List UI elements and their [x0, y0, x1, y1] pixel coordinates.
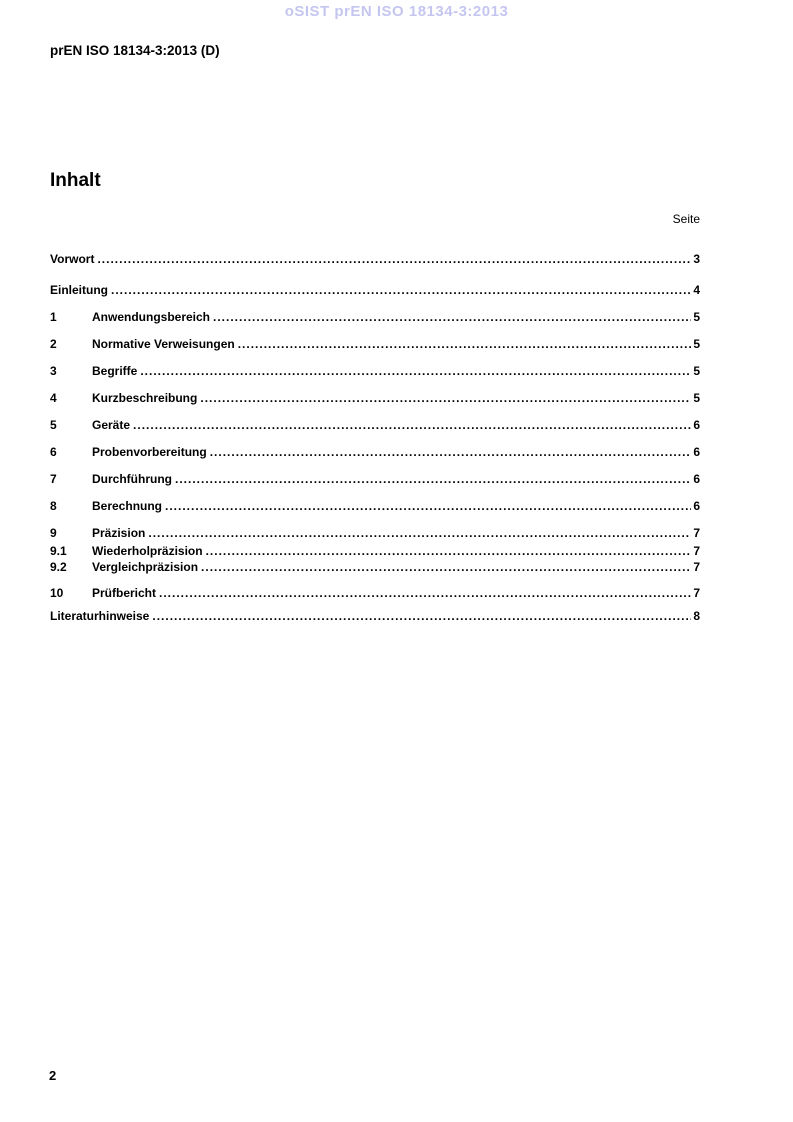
toc-entry-number: 9.2	[50, 560, 67, 574]
toc-entry-9-2[interactable]	[50, 560, 700, 575]
dot-leader	[152, 609, 691, 624]
toc-entry-label: Berechnung	[92, 499, 163, 513]
toc-entry-number: 2	[50, 337, 57, 351]
toc-entry-page: 8	[693, 609, 700, 623]
toc-entry-8[interactable]	[50, 499, 700, 514]
toc-entry-number: 9	[50, 526, 57, 540]
toc-entry-label: Vorwort	[50, 252, 95, 266]
toc-entry-number: 7	[50, 472, 57, 486]
toc-entry-9[interactable]	[50, 526, 700, 541]
toc-entry-7[interactable]	[50, 472, 700, 487]
toc-entry-number: 6	[50, 445, 57, 459]
toc-entry-label: Präzision	[92, 526, 146, 540]
toc-entry-label: Kurzbeschreibung	[92, 391, 198, 405]
toc-entry-label: Einleitung	[50, 283, 108, 297]
toc-entry-2[interactable]	[50, 337, 700, 352]
toc-entry-number: 3	[50, 364, 57, 378]
toc-entry-page: 6	[693, 472, 700, 486]
toc-entry-page: 6	[693, 418, 700, 432]
toc-entry-page: 7	[693, 586, 700, 600]
dot-leader	[210, 445, 692, 460]
toc-entry-9-1[interactable]	[50, 544, 700, 559]
dot-leader	[165, 499, 691, 514]
toc-entry-page: 3	[693, 252, 700, 266]
dot-leader	[140, 364, 691, 379]
dot-leader	[97, 252, 691, 267]
dot-leader	[111, 283, 691, 298]
dot-leader	[200, 391, 691, 406]
toc-entry-vorwort[interactable]	[50, 252, 700, 267]
toc-entry-page: 5	[693, 364, 700, 378]
toc-entry-3[interactable]	[50, 364, 700, 379]
column-header-seite: Seite	[672, 212, 700, 226]
dot-leader	[213, 310, 691, 325]
page-number: 2	[49, 1068, 57, 1083]
toc-entry-4[interactable]	[50, 391, 700, 406]
toc-entry-label: Vergleichpräzision	[92, 560, 199, 574]
toc-entry-number: 10	[50, 586, 64, 600]
toc-entry-label: Durchführung	[92, 472, 172, 486]
dot-leader	[148, 526, 691, 541]
dot-leader	[175, 472, 691, 487]
dot-leader	[159, 586, 691, 601]
toc-entry-label: Probenvorbereitung	[92, 445, 207, 459]
toc-entry-page: 6	[693, 499, 700, 513]
toc-entry-page: 5	[693, 391, 700, 405]
watermark: oSIST prEN ISO 18134-3:2013	[284, 3, 509, 20]
table-of-contents	[50, 252, 700, 636]
toc-entry-label: Literaturhinweise	[50, 609, 150, 623]
toc-entry-number: 4	[50, 391, 57, 405]
toc-entry-page: 5	[693, 337, 700, 351]
toc-entry-1[interactable]	[50, 310, 700, 325]
dot-leader	[201, 560, 691, 575]
toc-entry-page: 4	[693, 283, 700, 297]
toc-entry-label: Normative Verweisungen	[92, 337, 235, 351]
toc-entry-label: Anwendungsbereich	[92, 310, 211, 324]
toc-entry-literaturhinweise[interactable]	[50, 609, 700, 624]
toc-entry-10[interactable]	[50, 586, 700, 601]
page-title: Inhalt	[50, 170, 101, 191]
dot-leader	[206, 544, 692, 559]
toc-entry-number: 9.1	[50, 544, 67, 558]
toc-entry-label: Geräte	[92, 418, 131, 432]
toc-entry-number: 1	[50, 310, 57, 324]
toc-entry-5[interactable]	[50, 418, 700, 433]
dot-leader	[133, 418, 691, 433]
dot-leader	[238, 337, 692, 352]
toc-entry-page: 7	[693, 544, 700, 558]
toc-entry-label: Begriffe	[92, 364, 138, 378]
toc-entry-label: Prüfbericht	[92, 586, 157, 600]
toc-entry-number: 8	[50, 499, 57, 513]
toc-entry-page: 6	[693, 445, 700, 459]
toc-entry-6[interactable]	[50, 445, 700, 460]
toc-entry-label: Wiederholpräzision	[92, 544, 203, 558]
toc-entry-number: 5	[50, 418, 57, 432]
toc-entry-einleitung[interactable]	[50, 283, 700, 298]
toc-entry-page: 7	[693, 526, 700, 540]
toc-entry-page: 7	[693, 560, 700, 574]
toc-entry-page: 5	[693, 310, 700, 324]
document-header: prEN ISO 18134-3:2013 (D)	[50, 43, 220, 58]
